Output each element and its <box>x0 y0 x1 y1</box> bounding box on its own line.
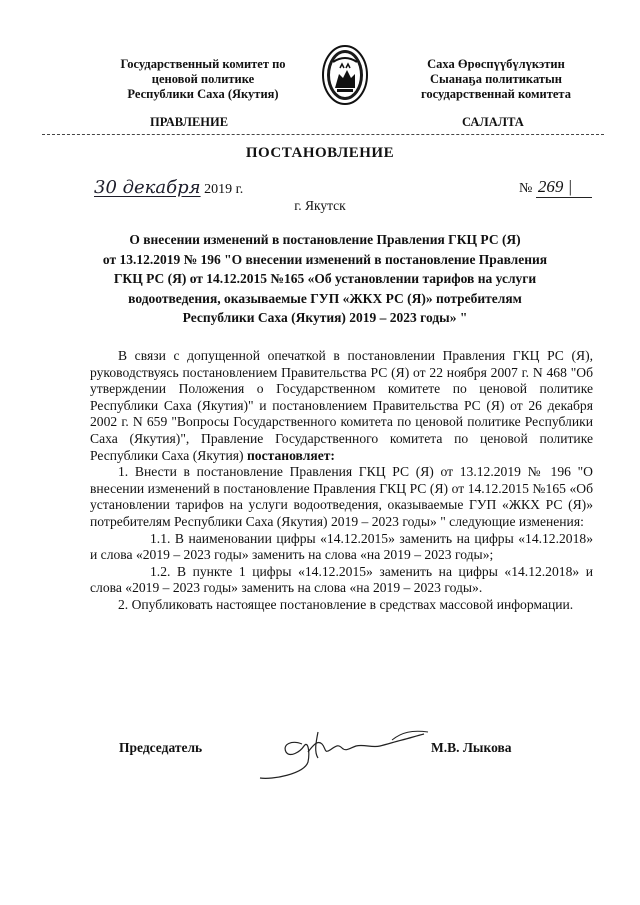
document-number <box>519 177 592 198</box>
board-label-yakut: САЛАЛТА <box>462 115 524 129</box>
title-line: от 13.12.2019 № 196 "О внесении изменений в постановление Правления <box>102 251 548 267</box>
title-line: О внесении изменений в постановление Правления ГКЦ РС (Я) <box>129 232 521 247</box>
title-line: водоотведения, оказываемые ГУП «ЖКХ РС (Я)» потребителям <box>128 290 522 306</box>
number-prefix: № <box>519 181 533 196</box>
board-label-russian: ПРАВЛЕНИЕ <box>150 115 229 129</box>
signatory-position: Председатель <box>119 740 203 755</box>
document-city: г. Якутск <box>294 198 346 213</box>
issuer-name-russian <box>92 57 314 102</box>
clause-1: 1. Внести в постановление Правления ГКЦ РС (Я) от 13.12.2019 № 196 "О внесении изменений в постановление Правления ГКЦ РС (Я) от 14.12.2015 №165 «Об установлении тарифов на услуги водоотведения, оказываемые ГУП «ЖКХ РС (Я)» потребителям Республики Саха (Якутия) 2019 – 2023 годы» " следующие изменения: <box>90 464 593 529</box>
issuer-line: Саха Өрөспүүбүлүкэтин <box>427 57 565 71</box>
title-line: Республики Саха (Якутия) 2019 – 2023 годы» " <box>182 310 468 325</box>
title-line: ГКЦ РС (Я) от 14.12.2015 №165 «Об установлении тарифов на услуги <box>113 271 537 286</box>
document-body <box>90 348 593 614</box>
date-year: 2019 г. <box>200 182 244 197</box>
preamble-paragraph <box>90 348 593 464</box>
clause-1-2: 1.2. В пункте 1 цифры «14.12.2015» заменить на цифры «14.12.2018» и слова «2019 – 2023 годы» заменить на слова «на 2019 – 2023 годы». <box>90 563 593 596</box>
issuer-line: Республики Саха (Якутия) <box>127 87 279 101</box>
issuer-line: Государственный комитет по <box>120 57 286 71</box>
clause-1-1: 1.1. В наименовании цифры «14.12.2015» заменить на цифры «14.12.2018» и слова «2019 – 2023 годы» заменить на слова «на 2019 – 2023 годы»; <box>90 530 593 563</box>
resolves-word: постановляет: <box>246 447 335 463</box>
handwritten-signature-icon <box>252 722 442 786</box>
handwritten-number: 269 | <box>536 177 592 198</box>
header-divider <box>42 134 604 135</box>
issuer-line: Сыанаҕа политикатын <box>430 72 562 86</box>
preamble-text: В связи с допущенной опечаткой в постановлении Правления ГКЦ РС (Я), руководствуясь постановлением Правительства РС (Я) от 22 ноября 2007 г. N 468 "Об утверждении Положения о Государственном комитете по ценовой политике Республики Саха (Якутия)" и постановлением Правительства РС (Я) от 26 декабря 2002 г. N 659 "Вопросы Государственного комитета по ценовой политике Республики Саха (Якутия)", Правление Государственного комитета по ценовой политике Республики Саха (Якутия) <box>90 348 593 463</box>
clause-2: 2. Опубликовать настоящее постановление в средствах массовой информации. <box>118 596 574 612</box>
issuer-line: государственнай комитета <box>421 87 571 101</box>
issuer-name-yakut <box>398 57 594 102</box>
handwritten-date: 30 декабря <box>94 177 201 198</box>
sakha-coat-of-arms-icon <box>321 44 369 106</box>
issuer-line: ценовой политике <box>151 72 255 86</box>
document-type: ПОСТАНОВЛЕНИЕ <box>245 145 395 161</box>
signatory-name: М.В. Лыкова <box>431 740 512 755</box>
document-title <box>85 230 565 328</box>
document-date <box>94 177 243 198</box>
